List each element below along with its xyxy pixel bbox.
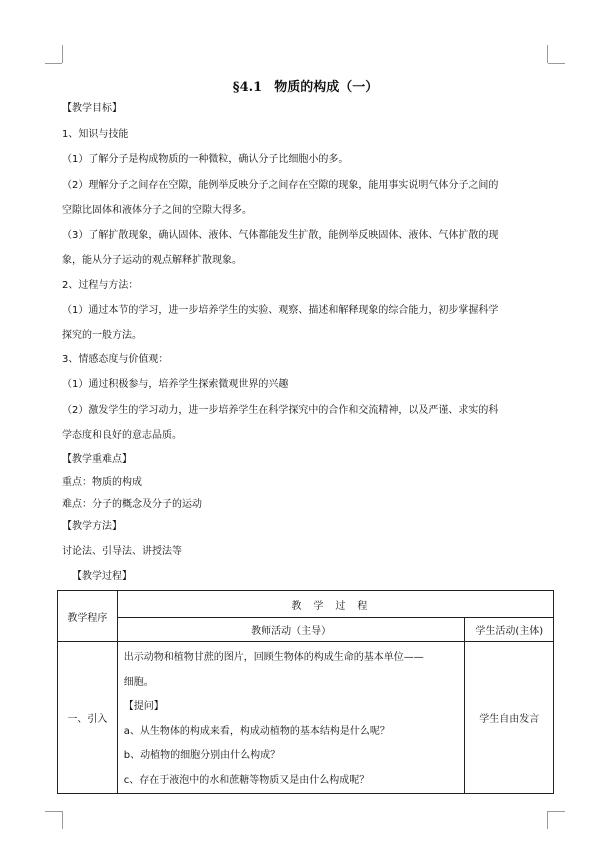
header-process: 教学过程 [117, 591, 553, 618]
text-line: （3）了解扩散现象，确认固体、液体、气体都能发生扩散，能例举反映固体、液体、气体扩散的现 [62, 230, 499, 241]
text-line: 探究的一般方法。 [62, 330, 142, 341]
text-line: 重点：物质的构成 [62, 477, 142, 488]
text-line: （1）通过本节的学习，进一步培养学生的实验、观察、描述和解释现象的综合能力，初步掌握科学 [62, 305, 499, 316]
text-line: 空隙比固体和液体分子之间的空隙大得多。 [62, 205, 252, 216]
header-stage: 教学程序 [58, 591, 118, 642]
crop-mark-bottom-right-horizontal [548, 811, 565, 812]
table-row [58, 642, 554, 794]
teacher-activity-cell [117, 642, 465, 794]
text-line: （1）了解分子是构成物质的一种微粒，确认分子比细胞小的多。 [62, 154, 349, 165]
crop-mark-bottom-left-horizontal [45, 811, 62, 812]
text-line: （1）通过积极参与，培养学生探索微观世界的兴趣 [62, 379, 289, 390]
student-activity-cell: 学生自由发言 [465, 642, 554, 794]
teacher-line: b、动植物的细胞分别由什么构成？ [123, 750, 281, 761]
text-line: 1、知识与技能 [62, 129, 129, 140]
heading-methods: 【教学方法】 [62, 521, 122, 532]
teaching-process-table [57, 590, 554, 794]
header-student-activity: 学生活动(主体) [465, 618, 554, 642]
heading-process: 【教学过程】 [72, 571, 132, 582]
text-line: 象，能从分子运动的观点解释扩散现象。 [62, 255, 242, 266]
section-number: §4.1 [232, 80, 263, 95]
text-line: （2）理解分子之间存在空隙，能例举反映分子之间存在空隙的现象，能用事实说明气体分子之间的 [62, 180, 499, 191]
title-text: 物质的构成（一） [274, 80, 379, 95]
text-line: 学态度和良好的意志品质。 [62, 430, 182, 441]
text-line: 难点：分子的概念及分子的运动 [62, 499, 202, 510]
teacher-line: 【提问】 [123, 701, 164, 712]
teacher-line: 出示动物和植物甘蔗的图片，回顾生物体的构成生命的基本单位—— [123, 652, 424, 663]
crop-mark-top-right-horizontal [548, 63, 565, 64]
document-title [0, 76, 611, 95]
crop-mark-bottom-left-vertical [62, 811, 63, 829]
stage-cell: 一、引入 [58, 642, 118, 794]
header-teacher-activity: 教师活动（主导） [117, 618, 465, 642]
text-line: 讨论法、引导法、讲授法等 [62, 546, 182, 557]
crop-mark-top-left-vertical [62, 45, 63, 63]
table-header-row [58, 591, 554, 618]
table-subheader-row [58, 618, 554, 642]
text-line: 3、情感态度与价值观： [62, 354, 169, 365]
heading-objectives: 【教学目标】 [62, 103, 122, 114]
text-line: 2、过程与方法： [62, 280, 139, 291]
text-line: （2）激发学生的学习动力，进一步培养学生在科学探究中的合作和交流精神，以及严谨、求实的科 [62, 405, 499, 416]
crop-mark-top-left-horizontal [45, 63, 62, 64]
crop-mark-top-right-vertical [547, 45, 548, 63]
crop-mark-bottom-right-vertical [547, 811, 548, 829]
heading-key-points: 【教学重难点】 [62, 454, 132, 465]
teacher-line: 细胞。 [123, 676, 154, 688]
teacher-line: a、从生物体的构成来看，构成动植物的基本结构是什么呢？ [123, 725, 390, 737]
teacher-line: c、存在于液泡中的水和蔗糖等物质又是由什么构成呢？ [123, 774, 370, 786]
